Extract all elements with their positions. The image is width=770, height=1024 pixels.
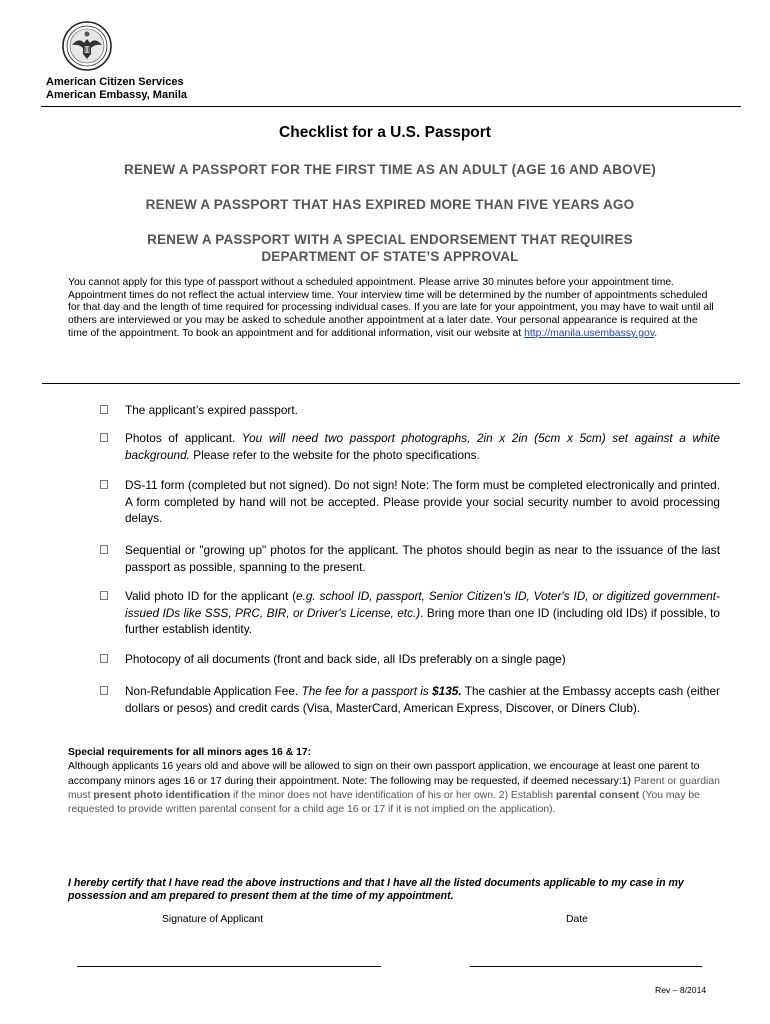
checkbox-icon[interactable] bbox=[100, 480, 108, 489]
item-text-tail: The cashier at the Embassy accepts cash (either dollars or pesos) and credit cards (Visa, MasterCard, American Express, Discover, or Diners Club). bbox=[125, 684, 720, 715]
item-text: Photocopy of all documents (front and back side, all IDs preferably on a single page) bbox=[125, 652, 566, 666]
checklist-item-photocopy bbox=[100, 651, 720, 668]
certification-statement: I hereby certify that I have read the above instructions and that I have all the listed documents applicable to my case in my possession and am prepared to present them at the time of my appointment. bbox=[68, 877, 684, 902]
revision-note: Rev – 8/2014 bbox=[655, 985, 707, 995]
checkbox-icon[interactable] bbox=[100, 654, 108, 663]
minors-heading: Special requirements for all minors ages 16 & 17: bbox=[68, 747, 312, 758]
page-title: Checklist for a U.S. Passport bbox=[279, 124, 491, 141]
minors-requirements bbox=[68, 746, 728, 817]
heading-special-endorsement: RENEW A PASSPORT WITH A SPECIAL ENDORSEMENT THAT REQUIRES DEPARTMENT OF STATE’S APPROVAL bbox=[147, 232, 633, 264]
organization-block bbox=[46, 76, 187, 102]
date-line[interactable] bbox=[470, 966, 702, 967]
item-text: The applicant’s expired passport. bbox=[125, 403, 298, 417]
signature-line[interactable] bbox=[77, 966, 381, 967]
item-text-tail: Please refer to the website for the photo specifications. bbox=[189, 447, 480, 462]
date-label: Date bbox=[566, 914, 588, 925]
heading-renew-first-time: RENEW A PASSPORT FOR THE FIRST TIME AS AN ADULT (AGE 16 AND ABOVE) bbox=[124, 162, 656, 177]
item-text-italic: e.g. school ID, passport, Senior Citizen's ID, Voter's ID, or digitized government-issued IDs like SSS, PRC, BIR, or Driver's License, etc.) bbox=[125, 589, 721, 620]
checklist-item-growing-up-photos bbox=[100, 542, 720, 575]
item-text-italic: The fee for a passport is bbox=[301, 684, 433, 698]
minors-paragraph: Although applicants 16 years old and above will be allowed to sign on their own passport application, we encourage at least one parent to accompany minors ages 16 or 17 during their appointment. Note: The following may be requested, if deemed necessary:1) Parent or guardian must present photo identification if the minor does not have identification of his or her own. 2) Establish parental consent (You may be requested to provide written parental consent for a child age 16 or 17 if it is not implied on the application). bbox=[68, 761, 720, 816]
checkbox-icon[interactable] bbox=[100, 545, 108, 554]
intro-paragraph bbox=[68, 277, 718, 341]
item-text-italic: You will need two passport photographs, 2in x 2in (5cm x 5cm) set against a white background. bbox=[125, 431, 720, 462]
item-text-tail: . Bring more than one ID (including old IDs) if possible, to further establish identity. bbox=[125, 605, 720, 637]
us-great-seal-icon bbox=[62, 21, 112, 71]
checkbox-icon[interactable] bbox=[100, 405, 108, 414]
item-text: DS-11 form (completed but not signed). Do not sign! Note: The form must be completed electronically and printed. A form completed by hand will not be accepted. Please provide your social security number to avoid processing delays. bbox=[125, 478, 720, 526]
item-text: Non-Refundable Application Fee. bbox=[125, 684, 302, 698]
header-divider bbox=[41, 106, 741, 107]
checklist-item-photo-id bbox=[100, 588, 720, 638]
signature-label: Signature of Applicant bbox=[162, 914, 264, 925]
checklist-item-photos bbox=[100, 430, 720, 463]
item-text: Photos of applicant. bbox=[125, 431, 242, 445]
item-text: Sequential or "growing up" photos for the applicant. The photos should begin as near to the issuance of the last passport as possible, spanning to the present. bbox=[125, 543, 720, 574]
checkbox-icon[interactable] bbox=[100, 686, 108, 695]
checklist-item-ds11-form bbox=[100, 477, 720, 527]
item-text: Valid photo ID for the applicant ( bbox=[125, 589, 297, 603]
fee-amount: $135. bbox=[432, 684, 462, 698]
checkbox-icon[interactable] bbox=[100, 433, 108, 442]
embassy-website-link[interactable]: http://manila.usembassy.gov bbox=[524, 327, 655, 339]
checklist-item-expired-passport bbox=[100, 402, 720, 419]
parental-consent-emphasis: parental consent bbox=[555, 789, 640, 801]
checklist-item-application-fee bbox=[100, 683, 720, 716]
intro-end: . bbox=[654, 327, 658, 339]
photo-id-emphasis: present photo identification bbox=[93, 789, 231, 801]
section-divider bbox=[42, 383, 740, 384]
org-line-2: American Embassy, Manila bbox=[46, 89, 188, 101]
checkbox-icon[interactable] bbox=[100, 591, 108, 600]
heading-renew-expired: RENEW A PASSPORT THAT HAS EXPIRED MORE THAN FIVE YEARS AGO bbox=[145, 197, 635, 212]
intro-text: You cannot apply for this type of passport without a scheduled appointment. Please arrive 30 minutes before your appointment time. Appointment times do not reflect the actual interview time. Your interview time will be determined by the number of appointments scheduled for that day and the length of time required for processing individual cases. If you are late for your appointment, you may have to wait until all others are interviewed or you may be asked to schedule another appointment at a later date. Your personal appearance is required at the time of the appointment. To book an appointment and for additional information, visit our website at bbox=[68, 277, 714, 339]
org-line-1: American Citizen Services bbox=[46, 76, 184, 88]
